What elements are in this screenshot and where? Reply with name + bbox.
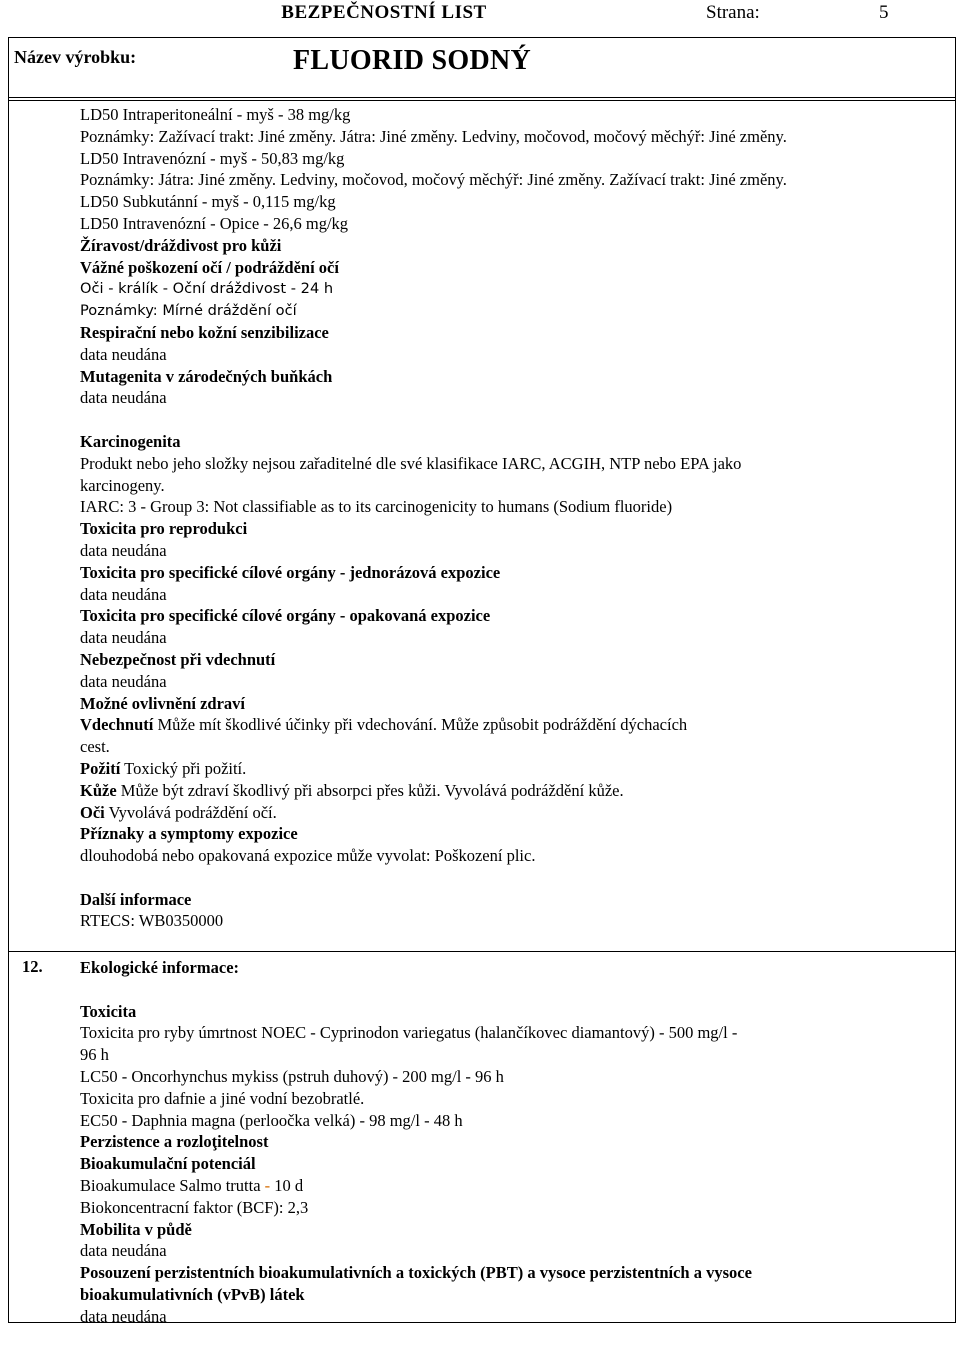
text-line: Poznámky: Játra: Jiné změny. Ledviny, močovod, močový měchýř: Jiné změny. Zažívací trakt: Jiné změny. [80, 170, 787, 190]
text-line: dlouhodobá nebo opakovaná expozice může vyvolat: Poškození plic. [80, 846, 536, 866]
heading-symptoms: Příznaky a symptomy expozice [80, 824, 298, 844]
text-line: data neudána [80, 584, 167, 604]
document-title: BEZPEČNOSTNÍ LIST [281, 2, 487, 23]
text-line: Poznámky: Mírné dráždění očí [80, 302, 297, 320]
text-line: Oči - králík - Oční dráždivost - 24 h [80, 280, 334, 298]
text-line: Poznámky: Zažívací trakt: Jiné změny. Játra: Jiné změny. Ledviny, močovod, močový měchýř: Jiné změny. [80, 126, 787, 146]
heading-bioaccumulation: Bioakumulační potenciál [80, 1154, 256, 1174]
heading-skin-corrosion: Žíravost/dráždivost pro kůži [80, 235, 282, 255]
section-12-content [80, 957, 940, 1328]
page-bottom-border [8, 1322, 956, 1323]
heading-pbt-cont: bioakumulativních (vPvB) látek [80, 1284, 305, 1304]
page-number: 5 [879, 2, 889, 23]
text-line: LD50 Intraperitoneální - myš - 38 mg/kg [80, 105, 351, 124]
eyes-line [80, 802, 940, 824]
text-line: RTECS: WB0350000 [80, 911, 224, 931]
skin-line [80, 780, 940, 802]
ingestion-label: Požití [80, 758, 121, 778]
spacer [80, 409, 940, 431]
ingestion-line [80, 758, 940, 780]
section-11-content [80, 104, 940, 932]
text-line: data neudána [80, 671, 167, 691]
product-label: Název výrobku: [14, 47, 137, 67]
heading-reproductive-toxicity: Toxicita pro reprodukci [80, 519, 248, 539]
inhalation-line [80, 714, 940, 736]
text-line: data neudána [80, 1306, 167, 1326]
text-line: data neudána [80, 344, 167, 364]
text-line: Toxicita pro ryby úmrtnost NOEC - Cyprinodon variegatus (halančíkovec diamantový) - 500 mg/l - [80, 1023, 738, 1043]
section-number: 12. [22, 957, 43, 976]
heading-stot-single: Toxicita pro specifické cílové orgány - jednorázová expozice [80, 562, 501, 582]
text-line: data neudána [80, 1241, 167, 1261]
heading-eye-damage: Vážné poškození očí / podráždění očí [80, 257, 339, 277]
inhalation-text: Může mít škodlivé účinky při vdechování. Může způsobit podráždění dýchacích [153, 715, 688, 735]
heading-toxicity: Toxicita [80, 1001, 137, 1021]
dash: - [260, 1175, 275, 1195]
skin-label: Kůže [80, 780, 117, 800]
heading-mobility: Mobilita v půdě [80, 1219, 192, 1239]
text-line: Biokoncentracní faktor (BCF): 2,3 [80, 1197, 309, 1217]
text-line: data neudána [80, 540, 167, 560]
section-divider [8, 951, 956, 952]
text-line: IARC: 3 - Group 3: Not classifiable as to its carcinogenicity to humans (Sodium fluoride) [80, 497, 673, 517]
product-name: FLUORID SODNÝ [293, 45, 532, 76]
text-line: Toxicita pro dafnie a jiné vodní bezobratlé. [80, 1088, 365, 1108]
text-line: karcinogeny. [80, 475, 165, 495]
heading-aspiration: Nebezpečnost při vdechnutí [80, 649, 276, 669]
spacer [80, 867, 940, 889]
section-title: Ekologické informace: [80, 958, 240, 977]
heading-sensitization: Respirační nebo kožní senzibilizace [80, 322, 329, 342]
text-line: LD50 Intravenózní - myš - 50,83 mg/kg [80, 148, 345, 168]
eyes-text: Vyvolává podráždění očí. [104, 802, 277, 822]
bioaccumulation-species: Bioakumulace Salmo trutta [80, 1175, 261, 1195]
bioaccumulation-line [80, 1175, 940, 1197]
text-line: LD50 Intravenózní - Opice - 26,6 mg/kg [80, 213, 349, 233]
text-line: data neudána [80, 388, 167, 408]
text-line: data neudána [80, 628, 167, 648]
text-line: Produkt nebo jeho složky nejsou zařaditelné dle své klasifikace IARC, ACGIH, NTP nebo EPA jako [80, 453, 742, 473]
inhalation-label: Vdechnutí [80, 715, 154, 735]
text-line: 96 h [80, 1045, 109, 1065]
spacer [80, 979, 940, 1001]
ingestion-text: Toxický při požití. [120, 758, 247, 778]
heading-other-info: Další informace [80, 889, 192, 909]
product-row [8, 37, 956, 98]
skin-text: Může být zdraví škodlivý při absorpci přes kůži. Vyvolává podráždění kůže. [116, 780, 624, 800]
heading-health-effects: Možné ovlivnění zdraví [80, 693, 245, 713]
page-label: Strana: [706, 2, 760, 23]
header-divider [8, 100, 956, 101]
heading-stot-repeated: Toxicita pro specifické cílové orgány - opakovaná expozice [80, 606, 491, 626]
text-line: cest. [80, 737, 110, 757]
heading-persistence: Perzistence a rozloţitelnost [80, 1132, 269, 1152]
text-line: EC50 - Daphnia magna (perloočka velká) - 98 mg/l - 48 h [80, 1110, 463, 1130]
eyes-label: Oči [80, 802, 105, 822]
bioaccumulation-duration: 10 d [274, 1175, 304, 1195]
heading-pbt: Posouzení perzistentních bioakumulativních a toxických (PBT) a vysoce perzistentních a vysoce [80, 1263, 752, 1283]
heading-mutagenicity: Mutagenita v zárodečných buňkách [80, 366, 333, 386]
heading-carcinogenicity: Karcinogenita [80, 431, 181, 451]
text-line: LC50 - Oncorhynchus mykiss (pstruh duhový) - 200 mg/l - 96 h [80, 1066, 504, 1086]
text-line: LD50 Subkutánní - myš - 0,115 mg/kg [80, 192, 336, 212]
